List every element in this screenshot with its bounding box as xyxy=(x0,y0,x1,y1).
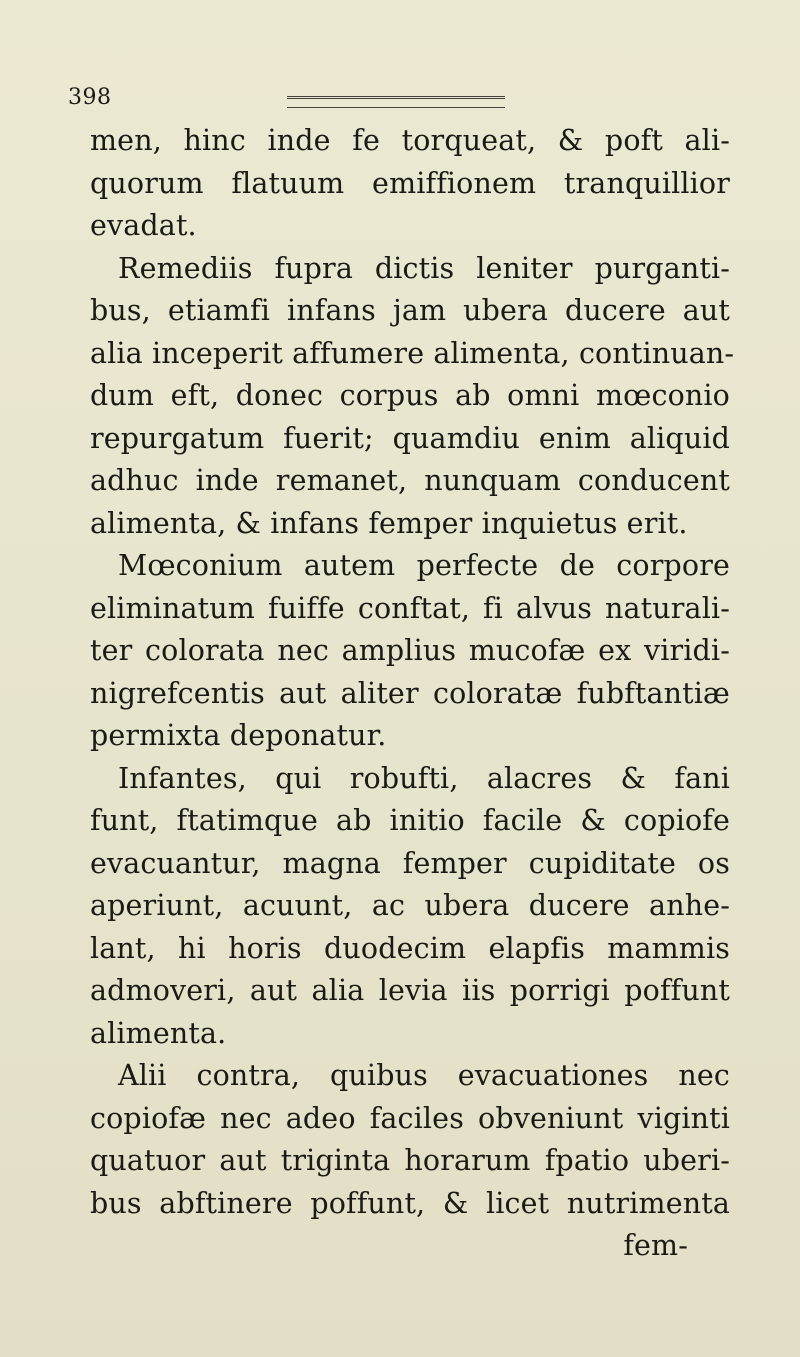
text-line: quorum flatuum emiffionem tranquillior xyxy=(90,166,730,200)
text-line: men, hinc inde fe torqueat, & poft ali- xyxy=(90,124,730,157)
paragraph-start-line: Infantes, qui robufti, alacres & fani xyxy=(118,761,730,795)
text-line: dum eft, donec corpus ab omni mœconio xyxy=(90,379,730,412)
text-line: bus, etiamfi infans jam ubera ducere aut xyxy=(90,294,730,327)
text-line: adhuc inde remanet, nunquam conducent xyxy=(90,464,730,497)
body-text xyxy=(90,120,735,1268)
text-line: evadat. xyxy=(90,209,197,242)
text-line: quatuor aut triginta horarum fpatio uberi- xyxy=(90,1144,730,1177)
text-line: bus abftinere poffunt, & licet nutrimenta xyxy=(90,1186,730,1220)
text-line: lant, hi horis duodecim elapfis mammis xyxy=(90,931,730,965)
text-line: copiofæ nec adeo faciles obveniunt viginti xyxy=(90,1101,730,1135)
text-line: alia inceperit affumere alimenta, continuan- xyxy=(90,336,735,370)
text-line: funt, ftatimque ab initio facile & copiofe xyxy=(90,804,730,837)
paragraph-start-line: Mœconium autem perfecte de corpore xyxy=(118,549,730,582)
text-line: permixta deponatur. xyxy=(90,719,387,752)
text-line: repurgatum fuerit; quamdiu enim aliquid xyxy=(90,421,730,455)
catchword: fem- xyxy=(623,1229,688,1262)
header-rule-ornament xyxy=(287,96,505,108)
text-line: ter colorata nec amplius mucofæ ex viridi- xyxy=(90,634,730,667)
text-line: alimenta. xyxy=(90,1016,227,1050)
page-number: 398 xyxy=(68,85,112,110)
text-line: nigrefcentis aut aliter coloratæ fubftantiæ xyxy=(90,676,730,710)
text-line: evacuantur, magna femper cupiditate os xyxy=(90,846,730,880)
text-line: eliminatum fuiffe conftat, fi alvus naturali- xyxy=(90,591,730,625)
text-line: admoveri, aut alia levia iis porrigi poffunt xyxy=(90,974,730,1007)
text-line: aperiunt, acuunt, ac ubera ducere anhe- xyxy=(90,889,730,922)
paragraph-start-line: Alii contra, quibus evacuationes nec xyxy=(118,1059,730,1092)
page-header xyxy=(68,84,588,114)
text-line: alimenta, & infans femper inquietus erit. xyxy=(90,506,688,540)
paragraph-start-line: Remediis fupra dictis leniter purganti- xyxy=(118,251,730,285)
